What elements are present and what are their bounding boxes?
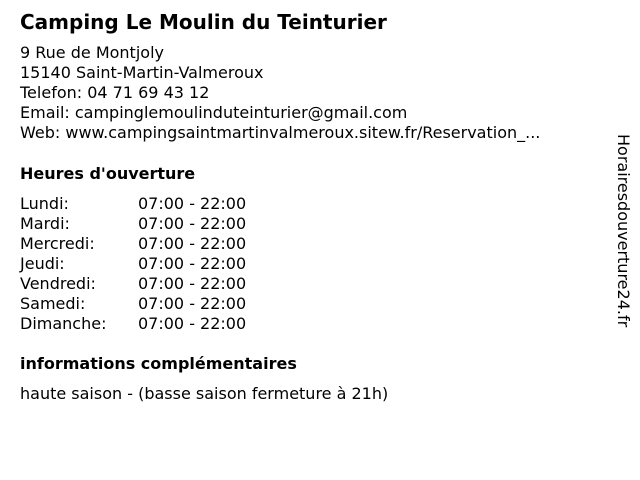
- day-label: Dimanche:: [20, 314, 107, 333]
- day-hours: 07:00 - 22:00: [138, 314, 247, 333]
- day-label: Vendredi:: [20, 274, 96, 293]
- brand-watermark: [613, 134, 633, 374]
- day-hours: 07:00 - 22:00: [138, 254, 247, 273]
- day-hours: 07:00 - 22:00: [138, 234, 247, 253]
- day-label: Mercredi:: [20, 234, 95, 253]
- day-label: Mardi:: [20, 214, 70, 233]
- day-hours: 07:00 - 22:00: [138, 294, 247, 313]
- day-hours: 07:00 - 22:00: [138, 194, 247, 213]
- phone-line: Telefon: 04 71 69 43 12: [20, 83, 210, 102]
- web-line: Web: www.campingsaintmartinvalmeroux.sitew.fr/Reservation_...: [20, 123, 541, 142]
- day-hours: 07:00 - 22:00: [138, 214, 247, 233]
- email-line: Email: campinglemoulinduteinturier@gmail.com: [20, 103, 408, 122]
- info-heading: informations complémentaires: [20, 354, 297, 373]
- day-label: Samedi:: [20, 294, 86, 313]
- business-title: Camping Le Moulin du Teinturier: [20, 10, 387, 34]
- brand-text: Horairesdouverture24.fr: [614, 134, 633, 328]
- day-label: Jeudi:: [20, 254, 65, 273]
- address-city: 15140 Saint-Martin-Valmeroux: [20, 63, 264, 82]
- info-text: haute saison - (basse saison fermeture à 21h): [20, 384, 389, 403]
- contact-block: [20, 43, 540, 143]
- day-label: Lundi:: [20, 194, 69, 213]
- address-street: 9 Rue de Montjoly: [20, 43, 164, 62]
- day-hours: 07:00 - 22:00: [138, 274, 247, 293]
- hours-heading: Heures d'ouverture: [20, 164, 196, 183]
